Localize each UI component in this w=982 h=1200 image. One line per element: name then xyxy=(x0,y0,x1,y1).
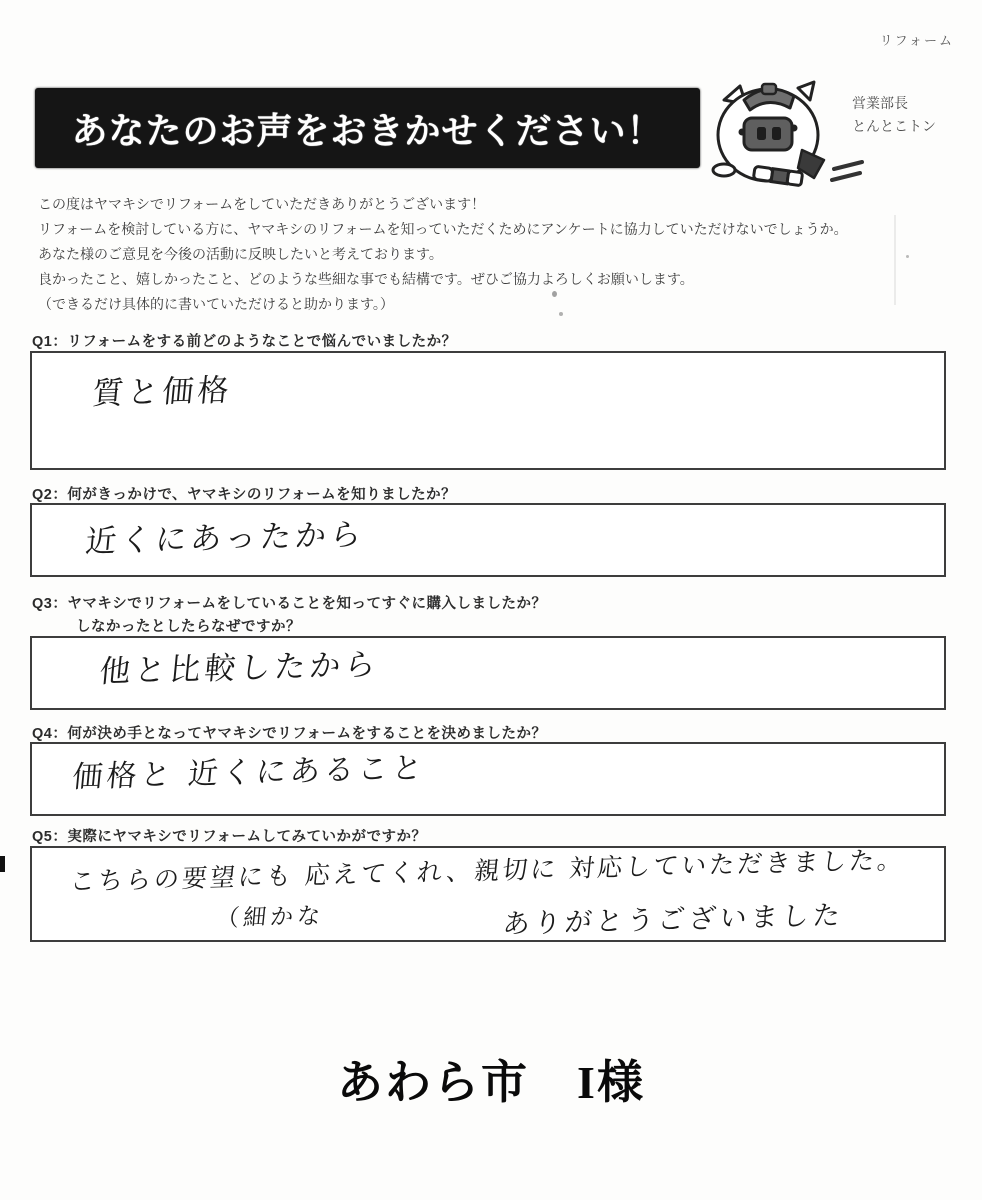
q3-label-line2: しなかったとしたらなぜですか？ xyxy=(76,619,301,635)
customer-city: あわら市 xyxy=(337,1056,530,1108)
scan-streak xyxy=(894,215,896,305)
q2-answer-handwriting: 近くにあったから xyxy=(83,516,367,561)
intro-line3: あなた様のご意見を今後の活動に反映したいと考えております。 xyxy=(38,246,443,262)
q4-answer-handwriting: 価格と 近くにあること xyxy=(70,750,428,796)
mascot-role-text xyxy=(852,92,936,138)
intro-line5: （できるだけ具体的に書いていただけると助かります。） xyxy=(38,296,394,312)
pig-mascot-icon xyxy=(702,72,867,190)
intro-line2: リフォームを検討している方に、ヤマキシのリフォームを知っていただくためにアンケートに協力していただけないでしょうか。 xyxy=(38,221,848,237)
q4-label: Q4：何が決め手となってヤマキシでリフォームをすることを決めましたか？ xyxy=(32,726,547,742)
q5-answer-line2-handwriting: ありがとうございました xyxy=(501,900,846,941)
customer-initial: I xyxy=(577,1057,597,1108)
customer-honorific: 様 xyxy=(596,1056,645,1108)
q5-answer-insert-handwriting: （細かな xyxy=(214,903,326,933)
q1-answer-handwriting: 質と価格 xyxy=(90,372,235,413)
intro-line1: この度はヤマキシでリフォームをしていただきありがとうございます！ xyxy=(38,196,486,212)
survey-title: あなたのお声をおきかせください！ xyxy=(71,109,664,151)
mascot-role-line1: 営業部長 xyxy=(852,95,908,111)
scan-speck xyxy=(906,255,909,258)
q5-answer-line1-handwriting: こちらの要望にも 応えてくれ、親切に 対応していただきました。 xyxy=(68,845,907,897)
q5-label: Q5：実際にヤマキシでリフォームしてみていかがですか？ xyxy=(32,829,427,845)
scan-edge-mark xyxy=(0,856,5,872)
scan-speck xyxy=(552,291,557,297)
scan-speck xyxy=(559,312,563,316)
doc-type-label: リフォーム xyxy=(879,33,954,48)
intro-paragraph xyxy=(38,192,948,317)
q2-label: Q2：何がきっかけで、ヤマキシのリフォームを知りましたか？ xyxy=(32,487,457,503)
q3-answer-handwriting: 他と比較したから xyxy=(97,646,382,691)
survey-title-banner xyxy=(35,88,700,168)
q1-label: Q1：リフォームをする前どのようなことで悩んでいましたか？ xyxy=(32,334,457,350)
intro-line4: 良かったこと、嬉しかったこと、どのような些細な事でも結構です。ぜひご協力よろしくお願いします。 xyxy=(38,271,694,287)
mascot-role-line2: とんとこトン xyxy=(852,118,936,134)
q3-label: Q3：ヤマキシでリフォームをしていることを知ってすぐに購入しましたか？ xyxy=(32,596,547,612)
customer-name xyxy=(0,1046,982,1112)
